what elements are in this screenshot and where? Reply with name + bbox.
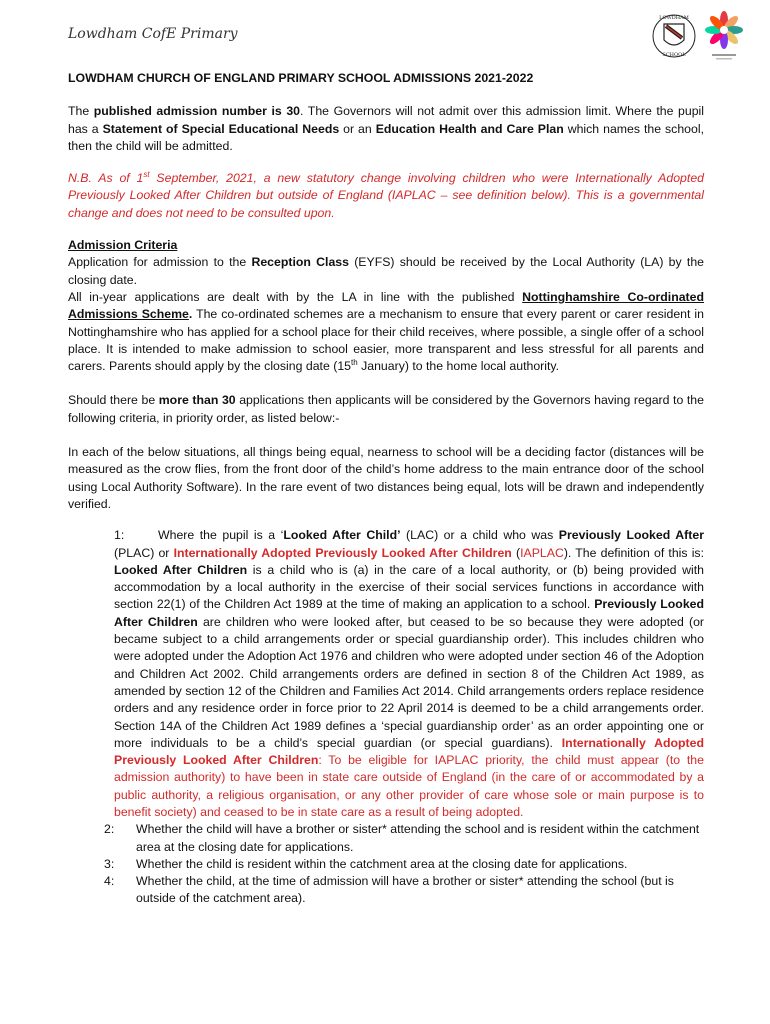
criteria-list bbox=[104, 527, 705, 908]
criteria-item-2: 2: Whether the child will have a brother or sister* attending the school and is resident within the catchment area at the closing date for applications. bbox=[104, 822, 700, 854]
flower-logo bbox=[705, 11, 743, 60]
distance-paragraph: In each of the below situations, all things being equal, nearness to school will be a deciding factor (distances will be measured as the crow flies, from the front door of the child’s home address to the main entrance door of the school using Local Authority Software). In the rare event of two distances being equal, lots will be drawn and independently verified. bbox=[68, 445, 704, 511]
document-body bbox=[68, 70, 704, 908]
school-logos bbox=[652, 10, 752, 65]
document-title: LOWDHAM CHURCH OF ENGLAND PRIMARY SCHOOL ADMISSIONS 2021-2022 bbox=[68, 71, 534, 85]
crest-top-text: LOWDHAM bbox=[659, 15, 689, 21]
criteria-item-1: 1: Where the pupil is a ‘Looked After Child’ (LAC) or a child who was Previously Looked After (PLAC) or Internationally Adopted Previously Looked After Children (IAPLAC). The definition of this is: Looked After Children is a child who is (a) in the care of a local authority, or (b) being provided with accommodation by a local authority in the exercise of their social services functions in accordance with section 22(1) of the Children Act 1989 at the time of making an application to a school. Previously Looked After Children are children who were looked after, but ceased to be so because they were adopted (or became subject to a child arrangements order or special guardianship order). This includes children who were adopted under the Adoption Act 1976 and children who were adopted under section 46 of the Adoption and Children Act 2002. Child arrangements orders are defined in section 8 of the Children Act 1989, as amended by section 12 of the Children and Families Act 2014. Child arrangements orders replace residence orders and any residence order in force prior to 22 April 2014 is deemed to be a child arrangements order. Section 14A of the Children Act 1989 defines a ‘special guardianship order’ as an order appointing one or more individuals to be a child’s special guardian (or special guardians). Internationally Adopted Previously Looked After Children: To be eligible for IAPLAC priority, the child must appear (to the admission authority) to have been in state care outside of England (in the care of or accommodated by a public authority, a religious organisation, or any other provider of care whose sole or main purpose is to benefit society) and ceased to be in state care as a result of being adopted. bbox=[114, 528, 705, 819]
school-name-header: Lowdham CofE Primary bbox=[68, 26, 238, 42]
in-year-paragraph: All in-year applications are dealt with by the LA in line with the published Nottinghamshire Co-ordinated Admissions Scheme. The co-ordinated schemes are a mechanism to ensure that every parent or carer resident in Nottinghamshire who has applied for a school place for their child receives, where possible, a single offer of a school place. It is intended to make admission to school easier, more transparent and less stressful for all parents and carers. Parents should apply by the closing date (15th January) to the home local authority. bbox=[68, 289, 704, 374]
nb-notice: N.B. As of 1st September, 2021, a new statutory change involving children who were Internationally Adopted Previously Looked After Children but outside of England (IAPLAC – see definition below). This is a governmental change and does not need to be consulted upon. bbox=[68, 170, 704, 220]
crest-bottom-text: SCHOOL bbox=[662, 52, 686, 58]
criteria-item-3: 3: Whether the child is resident within the catchment area at the closing date for applications. bbox=[104, 856, 628, 871]
oversubscription-paragraph: Should there be more than 30 applications then applicants will be considered by the Governors having regard to the following criteria, in priority order, as listed below:- bbox=[68, 393, 704, 425]
reception-paragraph: Application for admission to the Reception Class (EYFS) should be received by the Local Authority (LA) by the closing date. bbox=[68, 255, 704, 287]
coordinated-scheme-link: Nottinghamshire Co-ordinated Admissions Scheme bbox=[68, 289, 704, 322]
admission-criteria-heading: Admission Criteria bbox=[68, 238, 178, 253]
criteria-item-4: 4: Whether the child, at the time of admission will have a brother or sister* attending the school (but is outside of the catchment area). bbox=[104, 874, 674, 906]
school-crest-logo bbox=[653, 15, 695, 58]
intro-paragraph: The published admission number is 30. The Governors will not admit over this admission limit. Where the pupil has a Statement of Special Educational Needs or an Education Health and Care Plan which names the school, then the child will be admitted. bbox=[68, 104, 705, 153]
